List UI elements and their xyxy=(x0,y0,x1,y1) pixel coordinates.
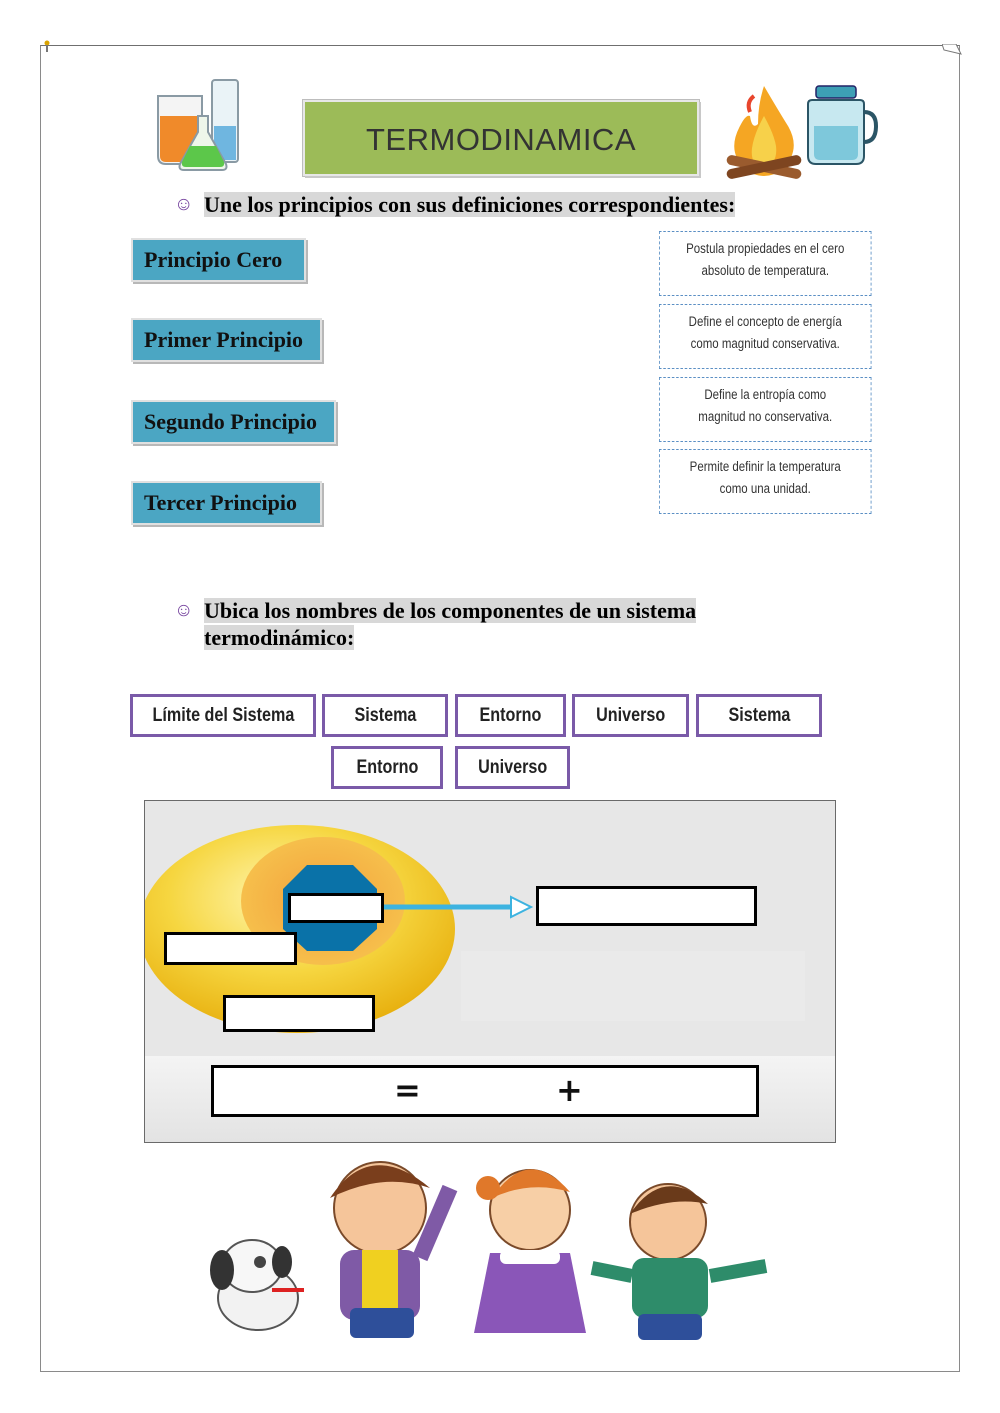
question-2-line1: Ubica los nombres de los componentes de un sistema xyxy=(204,598,697,623)
blank-boundary[interactable] xyxy=(164,932,297,965)
page-corner-fold xyxy=(942,44,962,60)
word-card-label: Límite del Sistema xyxy=(152,704,294,726)
word-card[interactable] xyxy=(322,694,448,737)
word-card[interactable] xyxy=(572,694,689,737)
word-card[interactable] xyxy=(455,694,566,737)
definition-box[interactable] xyxy=(659,377,872,442)
word-card-label: Universo xyxy=(595,704,666,726)
blank-system[interactable] xyxy=(288,893,384,923)
definition-line: Permite definir la temperatura xyxy=(689,459,841,474)
definition-line: como una unidad. xyxy=(719,481,811,496)
definition-line: absoluto de temperatura. xyxy=(701,263,830,278)
principle-card[interactable]: Tercer Principio xyxy=(131,481,322,525)
principle-card[interactable]: Segundo Principio xyxy=(131,400,336,444)
blank-universe[interactable] xyxy=(536,886,757,926)
definition-line: Define la entropía como xyxy=(704,387,827,402)
principle-card[interactable]: Primer Principio xyxy=(131,318,322,362)
definition-box[interactable] xyxy=(659,304,872,369)
pin-icon xyxy=(43,40,51,52)
children-illustration xyxy=(190,1158,790,1343)
word-card[interactable] xyxy=(455,746,570,789)
word-card-label: Universo xyxy=(477,756,548,778)
question-1 xyxy=(174,191,736,218)
jar-icon xyxy=(806,84,878,166)
definition-line: Define el concepto de energía xyxy=(688,314,842,329)
word-card[interactable] xyxy=(696,694,822,737)
question-2 xyxy=(174,597,697,651)
definition-box[interactable] xyxy=(659,449,872,514)
word-card-label: Entorno xyxy=(356,756,418,778)
plus-sign: + xyxy=(556,1071,583,1109)
smiley-icon: ☺ xyxy=(174,194,194,215)
campfire-icon xyxy=(722,82,806,186)
word-card-label: Sistema xyxy=(354,704,416,726)
word-card[interactable] xyxy=(331,746,443,789)
principle-card[interactable]: Principio Cero xyxy=(131,238,306,282)
definition-line: como magnitud conservativa. xyxy=(690,336,840,351)
word-card-label: Sistema xyxy=(728,704,790,726)
blank-surroundings[interactable] xyxy=(223,995,375,1032)
word-card-label: Entorno xyxy=(479,704,542,726)
definition-box[interactable] xyxy=(659,231,872,296)
lab-glassware-icon xyxy=(150,76,260,181)
word-card[interactable] xyxy=(130,694,316,737)
system-diagram xyxy=(144,800,836,1143)
equation-box[interactable] xyxy=(211,1065,759,1117)
smiley-icon: ☺ xyxy=(174,600,194,621)
equals-sign: = xyxy=(394,1071,421,1109)
question-2-line2: termodinámico: xyxy=(204,625,355,650)
question-1-text: Une los principios con sus definiciones correspondientes: xyxy=(204,192,736,217)
page-title: TERMODINAMICA xyxy=(303,100,699,176)
definition-line: magnitud no conservativa. xyxy=(698,409,833,424)
definition-line: Postula propiedades en el cero xyxy=(686,241,845,256)
